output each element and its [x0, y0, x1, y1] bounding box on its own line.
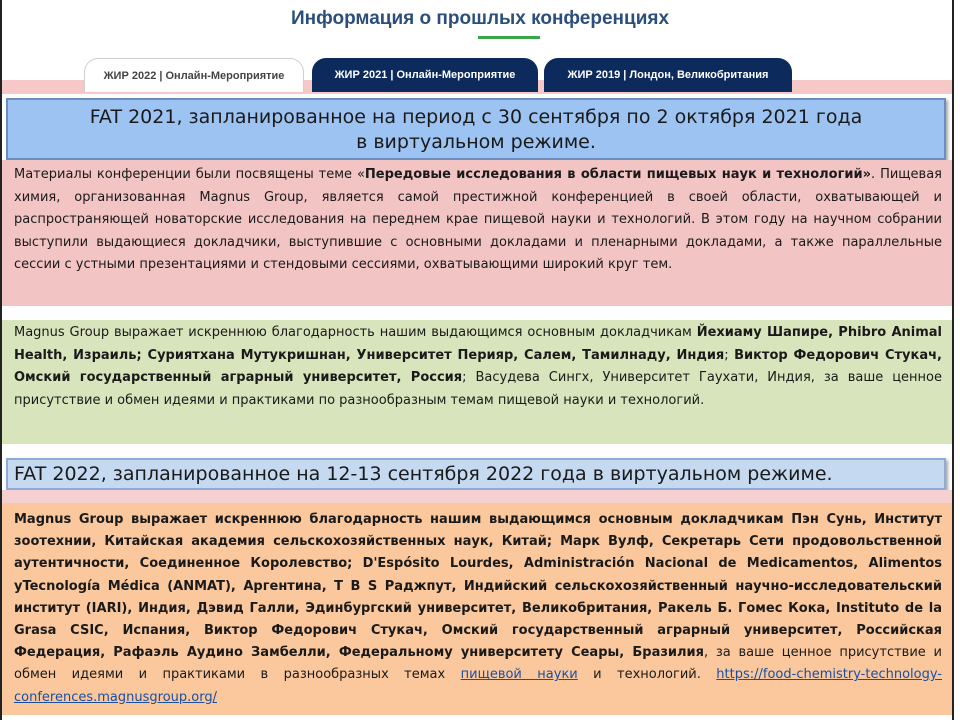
right-border	[952, 0, 954, 720]
separator: ;	[724, 347, 735, 363]
thanks-prefix: Magnus Group выражает искреннюю благодарность нашим выдающимся основным докладчикам	[14, 325, 697, 340]
conference-url-link[interactable]: https://food-chemistry-technology-conferences.magnusgroup.org/	[14, 667, 943, 705]
fat-2022-speakers: Magnus Group выражает искреннюю благодарность нашим выдающимся основным докладчикам Пэн Сунь, Институт зоотехнии, Китайская академия сельскохозяйственных наук, Китай; Марк Вулф, Секретарь Сети продовольственной аутентичности, Соединенное Королевство; D'Espósito Lourdes, Administración Nacional de Medicamentos, Alimentos yTecnología Médica (ANMAT), Аргентина, T B S Раджпут, Индийский сельскохозяйственный научно-исследовательский институт (IARI), Индия, Дэвид Галли, Эдинбургский университет, Великобритания, Ракель Б. Гомес Кока, Instituto de la Grasa CSIC, Испания, Виктор Федорович Стукач, Омский государственный аграрный университет, Российская Федерация, Рафаэль Аудино Замбелли, Федеральному университету Сеары, Бразилия	[14, 512, 942, 661]
speakers-group-1: Йехиаму Шапире, Phibro Animal Health, Израиль; Суриятхана Мутукришнан, Университет Перияр, Салем, Тамилнаду, Индия	[14, 325, 942, 363]
after-link-text: и технологий.	[577, 667, 717, 683]
tab-fat-2019[interactable]: ЖИР 2019 | Лондон, Великобритания	[544, 58, 792, 92]
section-divider	[2, 490, 952, 503]
page-title: Информация о прошлых конференциях	[290, 8, 670, 29]
thanks-rest: ; Васудева Сингх, Университет Гаухати, Индия, за ваше ценное присутствие и обмен идеями и практиками по разнообразным темам пищевой науки и технологий.	[14, 370, 943, 408]
food-science-link[interactable]: пищевой науки	[460, 667, 578, 683]
fat-2021-banner-line1: FAT 2021, запланированное на период с 30 сентября по 2 октября 2021 года	[89, 106, 863, 128]
desc-theme: Передовые исследования в области пищевых наук и технологий»	[364, 167, 872, 182]
desc-body: . Пищевая химия, организованная Magnus Group, является самой престижной конференцией в своей области, охватывающей и распространяющей новаторские исследования на переднем крае пищевой науки и технологий. В этом году на научном собрании выступили выдающиеся докладчики, выступившие с основными докладами и пленарными докладами, а также параллельные сессии с устными презентациями и стендовыми сессиями, охватывающими широкий круг тем.	[14, 167, 942, 273]
speaker-stukach: Виктор Федорович Стукач, Омский государственный аграрный университет, Россия	[14, 347, 942, 386]
fat-2021-banner-line2: в виртуальном режиме.	[356, 131, 596, 153]
desc-prefix: Материалы конференции были посвящены теме «	[14, 167, 365, 182]
tab-fat-2021[interactable]: ЖИР 2021 | Онлайн-Мероприятие	[312, 58, 538, 92]
fat-2021-description	[2, 160, 952, 306]
fat-2021-acknowledgement	[2, 320, 952, 444]
fat-2022-thanks-rest: , за ваше ценное присутствие и обмен идеями и практиками в разнообразных темах	[14, 645, 942, 683]
fat-2022-acknowledgement	[2, 503, 952, 715]
tab-fat-2022[interactable]: ЖИР 2022 | Онлайн-Мероприятие	[84, 58, 304, 92]
fat-2021-banner	[6, 98, 946, 160]
title-underline	[478, 36, 540, 39]
fat-2022-banner: FAT 2022, запланированное на 12-13 сентября 2022 года в виртуальном режиме.	[6, 458, 946, 490]
